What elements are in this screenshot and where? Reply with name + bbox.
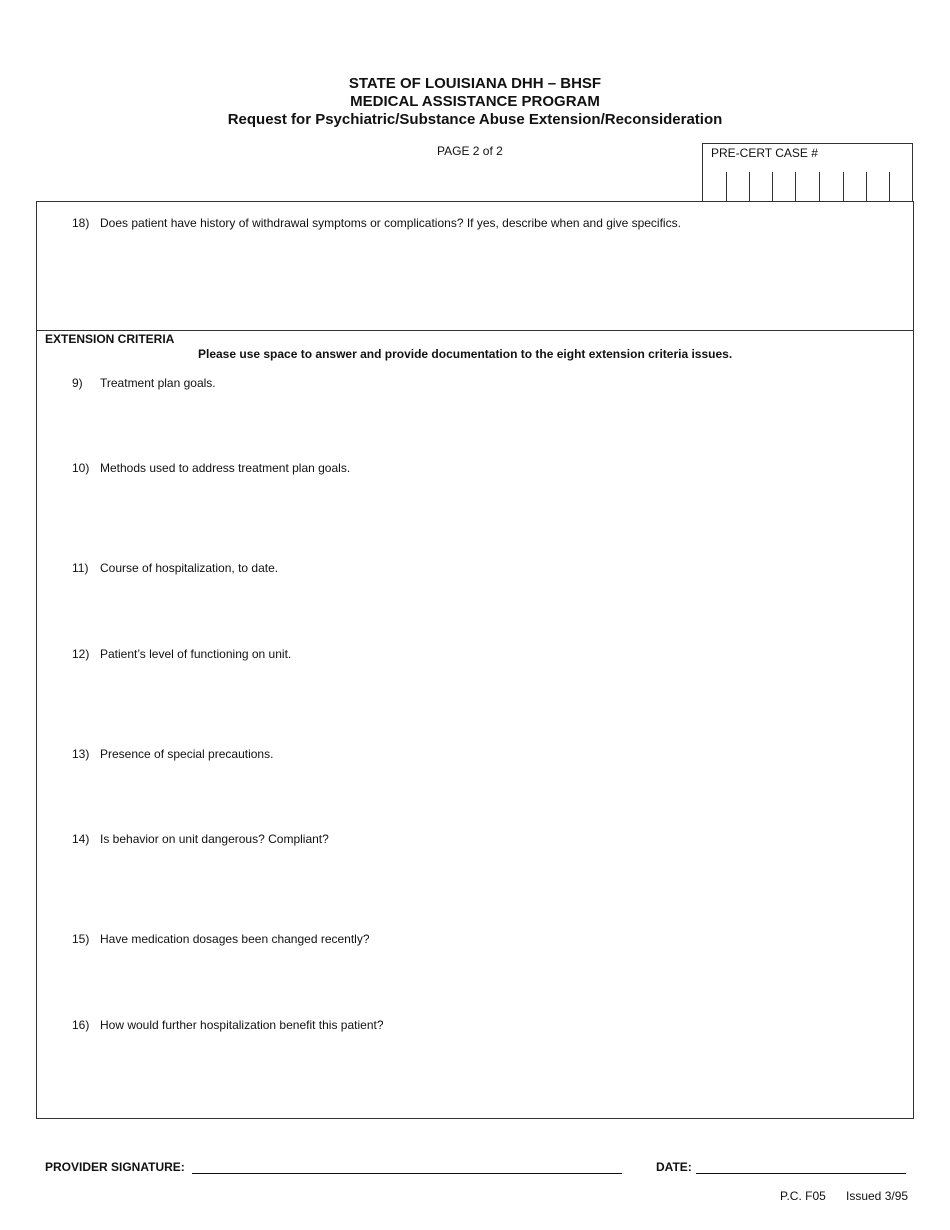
criteria-12[interactable]: [72, 647, 291, 661]
date-label: DATE:: [656, 1160, 692, 1174]
precert-case-number-field[interactable]: [703, 172, 914, 202]
extension-criteria-instructions: Please use space to answer and provide documentation to the eight extension criteria issues.: [198, 347, 733, 361]
criteria-9[interactable]: [72, 376, 216, 390]
question-number: 13): [72, 747, 90, 761]
section-divider: [36, 330, 914, 331]
criteria-15[interactable]: [72, 932, 370, 946]
form-code: P.C. F05: [780, 1189, 826, 1203]
precert-cell-divider: [772, 172, 773, 202]
question-text: Have medication dosages been changed recently?: [100, 932, 370, 946]
question-18[interactable]: [72, 216, 681, 230]
question-number: 11): [72, 561, 89, 575]
criteria-10[interactable]: [72, 461, 350, 475]
precert-cell-divider: [749, 172, 750, 202]
question-text: How would further hospitalization benefit this patient?: [100, 1018, 384, 1032]
question-text: Patient’s level of functioning on unit.: [100, 647, 292, 661]
question-number: 16): [72, 1018, 90, 1032]
header-form-title: Request for Psychiatric/Substance Abuse Extension/Reconsideration: [227, 111, 723, 128]
header-agency: STATE OF LOUISIANA DHH – BHSF: [348, 75, 602, 92]
question-number: 18): [72, 216, 90, 230]
date-line[interactable]: [696, 1173, 906, 1174]
question-text: Is behavior on unit dangerous? Compliant?: [100, 832, 329, 846]
question-text: Treatment plan goals.: [100, 376, 216, 390]
provider-signature-line[interactable]: [192, 1173, 622, 1174]
question-number: 9): [72, 376, 83, 390]
precert-cell-divider: [795, 172, 796, 202]
precert-cell-divider: [819, 172, 820, 202]
header-program: MEDICAL ASSISTANCE PROGRAM: [350, 93, 600, 110]
issued-date: Issued 3/95: [846, 1189, 909, 1203]
precert-case-label: PRE-CERT CASE #: [711, 146, 818, 160]
criteria-11[interactable]: [72, 561, 278, 575]
question-number: 15): [72, 932, 90, 946]
question-text: Does patient have history of withdrawal symptoms or complications? If yes, describe when and give specifics.: [100, 216, 681, 230]
precert-cell-divider: [889, 172, 890, 202]
provider-signature-label: PROVIDER SIGNATURE:: [45, 1160, 185, 1174]
question-text: Course of hospitalization, to date.: [100, 561, 279, 575]
precert-cell-divider: [726, 172, 727, 202]
precert-case-box: [702, 143, 913, 201]
question-text: Presence of special precautions.: [100, 747, 274, 761]
precert-cell-divider: [843, 172, 844, 202]
question-number: 10): [72, 461, 90, 475]
criteria-13[interactable]: [72, 747, 273, 761]
criteria-16[interactable]: [72, 1018, 384, 1032]
question-number: 14): [72, 832, 90, 846]
criteria-14[interactable]: [72, 832, 329, 846]
page-number: PAGE 2 of 2: [437, 144, 503, 158]
form-header: [0, 75, 950, 129]
question-number: 12): [72, 647, 90, 661]
question-text: Methods used to address treatment plan goals.: [100, 461, 351, 475]
extension-criteria-title: EXTENSION CRITERIA: [45, 332, 175, 346]
precert-cell-divider: [866, 172, 867, 202]
